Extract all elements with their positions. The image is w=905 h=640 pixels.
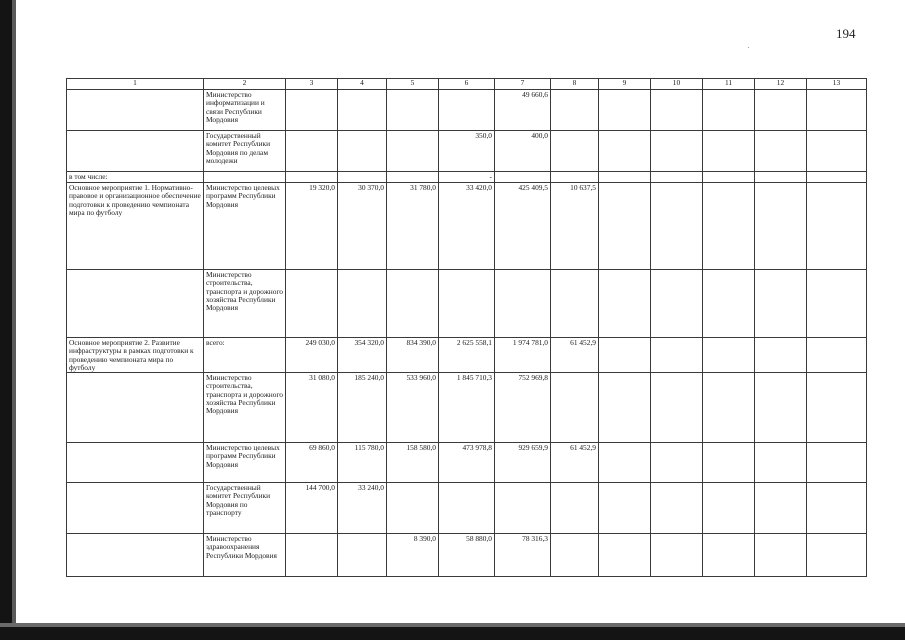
value-cell [807, 131, 867, 172]
value-cell [286, 131, 338, 172]
value-cell: 78 316,3 [495, 534, 551, 577]
value-cell [551, 373, 599, 443]
value-cell: 1 974 781,0 [495, 338, 551, 373]
executor-cell: всего: [204, 338, 286, 373]
value-cell: 49 660,6 [495, 90, 551, 131]
value-cell [495, 483, 551, 534]
value-cell: 31 780,0 [387, 183, 439, 270]
value-cell [439, 90, 495, 131]
budget-table [66, 78, 867, 577]
table-row [67, 534, 867, 577]
value-cell: 10 637,5 [551, 183, 599, 270]
value-cell [599, 534, 651, 577]
value-cell [651, 338, 703, 373]
activity-cell [67, 373, 204, 443]
value-cell [651, 131, 703, 172]
value-cell: 473 978,8 [439, 443, 495, 483]
table-row [67, 483, 867, 534]
value-cell: 31 080,0 [286, 373, 338, 443]
value-cell [338, 534, 387, 577]
value-cell [703, 131, 755, 172]
value-cell [338, 90, 387, 131]
value-cell [703, 483, 755, 534]
value-cell [599, 172, 651, 183]
value-cell [387, 131, 439, 172]
value-cell [387, 90, 439, 131]
value-cell [495, 172, 551, 183]
value-cell [551, 270, 599, 338]
scan-speck [748, 47, 749, 48]
table-row [67, 172, 867, 183]
value-cell: - [439, 172, 495, 183]
value-cell [703, 373, 755, 443]
value-cell [286, 270, 338, 338]
column-number: 5 [387, 79, 439, 90]
value-cell [338, 172, 387, 183]
column-number: 11 [703, 79, 755, 90]
column-number: 7 [495, 79, 551, 90]
value-cell [551, 90, 599, 131]
activity-cell: Основное мероприятие 1. Нормативно-правовое и организационное обеспечение подготовки к проведению чемпионата мира по футболу [67, 183, 204, 270]
value-cell [755, 443, 807, 483]
column-number: 10 [651, 79, 703, 90]
value-cell [439, 483, 495, 534]
value-cell [755, 338, 807, 373]
executor-cell: Государственный комитет Республики Мордовия по транспорту [204, 483, 286, 534]
value-cell [651, 172, 703, 183]
scan-bottom-edge [0, 627, 905, 640]
scan-left-edge [0, 0, 12, 640]
column-number-row [67, 79, 867, 90]
value-cell [599, 183, 651, 270]
value-cell [703, 90, 755, 131]
value-cell [755, 534, 807, 577]
value-cell: 752 969,8 [495, 373, 551, 443]
value-cell [387, 270, 439, 338]
value-cell [703, 270, 755, 338]
table-row [67, 338, 867, 373]
value-cell [286, 534, 338, 577]
value-cell [807, 270, 867, 338]
value-cell: 425 409,5 [495, 183, 551, 270]
value-cell: 30 370,0 [338, 183, 387, 270]
value-cell [651, 443, 703, 483]
value-cell [651, 373, 703, 443]
value-cell [651, 183, 703, 270]
value-cell [439, 270, 495, 338]
executor-cell: Министерство целевых программ Республики Мордовия [204, 183, 286, 270]
executor-cell: Министерство целевых программ Республики Мордовия [204, 443, 286, 483]
value-cell: 69 860,0 [286, 443, 338, 483]
table-row [67, 270, 867, 338]
value-cell [651, 90, 703, 131]
value-cell [599, 443, 651, 483]
value-cell [755, 373, 807, 443]
value-cell [286, 172, 338, 183]
column-number: 13 [807, 79, 867, 90]
scan-left-edge-shadow [12, 0, 16, 640]
value-cell: 158 580,0 [387, 443, 439, 483]
column-number: 2 [204, 79, 286, 90]
value-cell [651, 270, 703, 338]
table-row [67, 131, 867, 172]
activity-cell [67, 131, 204, 172]
value-cell [286, 90, 338, 131]
value-cell [807, 172, 867, 183]
column-number: 1 [67, 79, 204, 90]
column-number: 4 [338, 79, 387, 90]
value-cell [755, 483, 807, 534]
column-number: 12 [755, 79, 807, 90]
value-cell [807, 443, 867, 483]
value-cell [387, 483, 439, 534]
value-cell [387, 172, 439, 183]
activity-cell [67, 270, 204, 338]
column-number: 8 [551, 79, 599, 90]
value-cell [599, 338, 651, 373]
value-cell: 1 845 710,3 [439, 373, 495, 443]
value-cell [495, 270, 551, 338]
executor-cell: Министерство строительства, транспорта и дорожного хозяйства Республики Мордовия [204, 373, 286, 443]
executor-cell: Министерство информатизации и связи Республики Мордовия [204, 90, 286, 131]
value-cell [755, 183, 807, 270]
table-row [67, 443, 867, 483]
value-cell [807, 338, 867, 373]
activity-cell [67, 90, 204, 131]
value-cell: 2 625 558,1 [439, 338, 495, 373]
table-row [67, 373, 867, 443]
executor-cell: Министерство строительства, транспорта и дорожного хозяйства Республики Мордовия [204, 270, 286, 338]
value-cell [807, 90, 867, 131]
value-cell: 834 390,0 [387, 338, 439, 373]
value-cell [807, 483, 867, 534]
value-cell [551, 483, 599, 534]
value-cell [703, 443, 755, 483]
value-cell [703, 183, 755, 270]
value-cell: 185 240,0 [338, 373, 387, 443]
column-number: 6 [439, 79, 495, 90]
value-cell: 61 452,9 [551, 338, 599, 373]
value-cell [599, 270, 651, 338]
value-cell [338, 270, 387, 338]
value-cell: 8 390,0 [387, 534, 439, 577]
value-cell [599, 483, 651, 534]
value-cell [807, 534, 867, 577]
value-cell [755, 172, 807, 183]
value-cell: 115 780,0 [338, 443, 387, 483]
executor-cell: Министерство здравоохранения Республики Мордовия [204, 534, 286, 577]
value-cell: 354 320,0 [338, 338, 387, 373]
executor-cell [204, 172, 286, 183]
value-cell [755, 90, 807, 131]
value-cell [651, 483, 703, 534]
value-cell [338, 131, 387, 172]
activity-cell [67, 534, 204, 577]
value-cell: 929 659,9 [495, 443, 551, 483]
value-cell [807, 373, 867, 443]
value-cell [755, 270, 807, 338]
activity-cell [67, 483, 204, 534]
value-cell: 144 700,0 [286, 483, 338, 534]
value-cell: 249 030,0 [286, 338, 338, 373]
table-row [67, 90, 867, 131]
value-cell [703, 172, 755, 183]
value-cell [551, 172, 599, 183]
value-cell: 58 880,0 [439, 534, 495, 577]
activity-cell [67, 443, 204, 483]
value-cell [703, 338, 755, 373]
value-cell [755, 131, 807, 172]
value-cell: 33 240,0 [338, 483, 387, 534]
executor-cell: Государственный комитет Республики Мордовия по делам молодежи [204, 131, 286, 172]
value-cell [599, 90, 651, 131]
column-number: 9 [599, 79, 651, 90]
activity-cell: Основное мероприятие 2. Развитие инфраструктуры в рамках подготовки к проведению чемпионата мира по футболу [67, 338, 204, 373]
value-cell [599, 373, 651, 443]
value-cell: 400,0 [495, 131, 551, 172]
column-number: 3 [286, 79, 338, 90]
value-cell: 33 420,0 [439, 183, 495, 270]
value-cell [651, 534, 703, 577]
activity-cell: в том числе: [67, 172, 204, 183]
table-row [67, 183, 867, 270]
value-cell [551, 131, 599, 172]
value-cell: 61 452,9 [551, 443, 599, 483]
value-cell [551, 534, 599, 577]
value-cell: 350,0 [439, 131, 495, 172]
value-cell: 19 320,0 [286, 183, 338, 270]
value-cell [703, 534, 755, 577]
value-cell: 533 960,0 [387, 373, 439, 443]
value-cell [599, 131, 651, 172]
page-number: 194 [836, 26, 856, 41]
value-cell [807, 183, 867, 270]
